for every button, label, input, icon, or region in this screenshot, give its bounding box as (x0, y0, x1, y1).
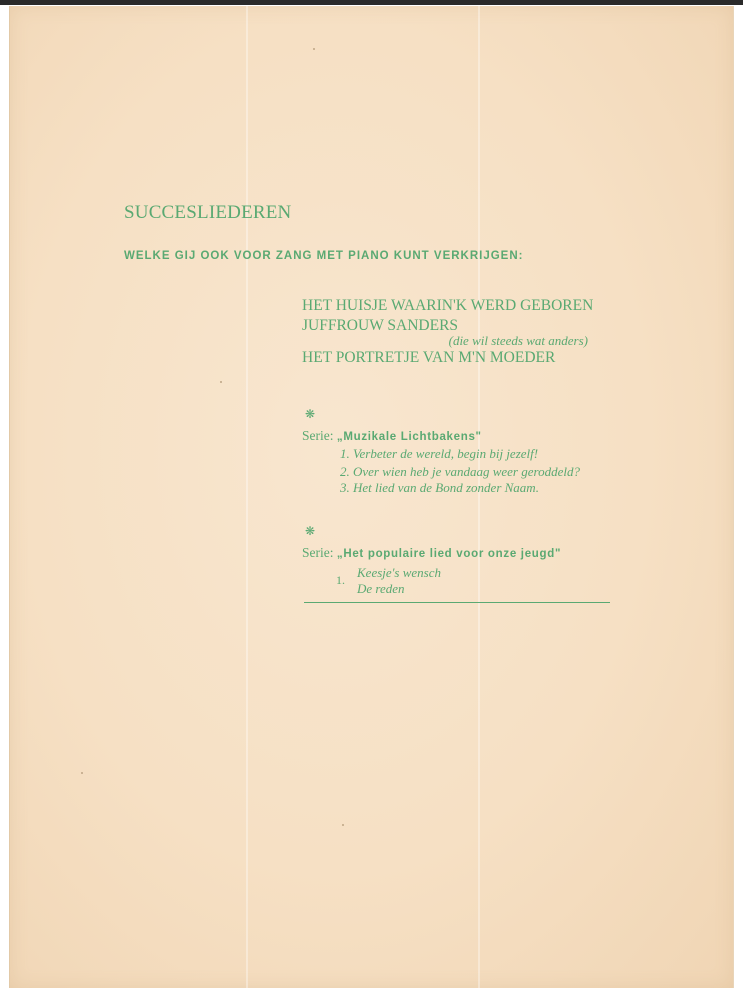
divider-rule (304, 602, 610, 603)
series-item-list (357, 565, 441, 597)
document-subtitle: WELKE GIJ OOK VOOR ZANG MET PIANO KUNT VERKRIJGEN: (124, 250, 524, 262)
series-item-list (340, 446, 580, 496)
series-heading (302, 428, 482, 444)
series-item: 2. Over wien heb je vandaag weer geroddeld? (340, 464, 580, 479)
series-item: 1. Verbeter de wereld, begin bij jezelf! (340, 446, 539, 461)
series-label: Serie: (302, 545, 334, 560)
song-title: HET PORTRETJE VAN M'N MOEDER (302, 349, 556, 366)
series-item: Keesje's wensch (357, 565, 442, 580)
song-title: HET HUISJE WAARIN'K WERD GEBOREN (302, 297, 594, 314)
document-title: SUCCESLIEDEREN (124, 202, 292, 223)
ornament-icon: ❋ (305, 524, 316, 538)
series-label: Serie: (302, 428, 334, 443)
paper-speck (342, 824, 344, 826)
series-item: 3. Het lied van de Bond zonder Naam. (340, 480, 539, 495)
paper-speck (220, 381, 222, 383)
paper-fold-line (478, 6, 480, 988)
ornament-icon: ❋ (305, 407, 316, 421)
scan-top-border (0, 0, 743, 5)
paper-speck (313, 48, 315, 50)
series-item-number: 1. (336, 573, 345, 587)
song-list (302, 296, 593, 368)
series-item: De reden (357, 581, 405, 596)
paper-speck (81, 772, 83, 774)
series-heading (302, 545, 561, 561)
song-subtitle-note: (die wil steeds wat anders) (448, 333, 588, 348)
document-page (9, 6, 734, 988)
series-name: „Het populaire lied voor onze jeugd" (336, 548, 562, 560)
series-name: „Muzikale Lichtbakens" (336, 431, 482, 443)
song-title: JUFFROUW SANDERS (302, 317, 459, 334)
paper-fold-line (246, 6, 248, 988)
